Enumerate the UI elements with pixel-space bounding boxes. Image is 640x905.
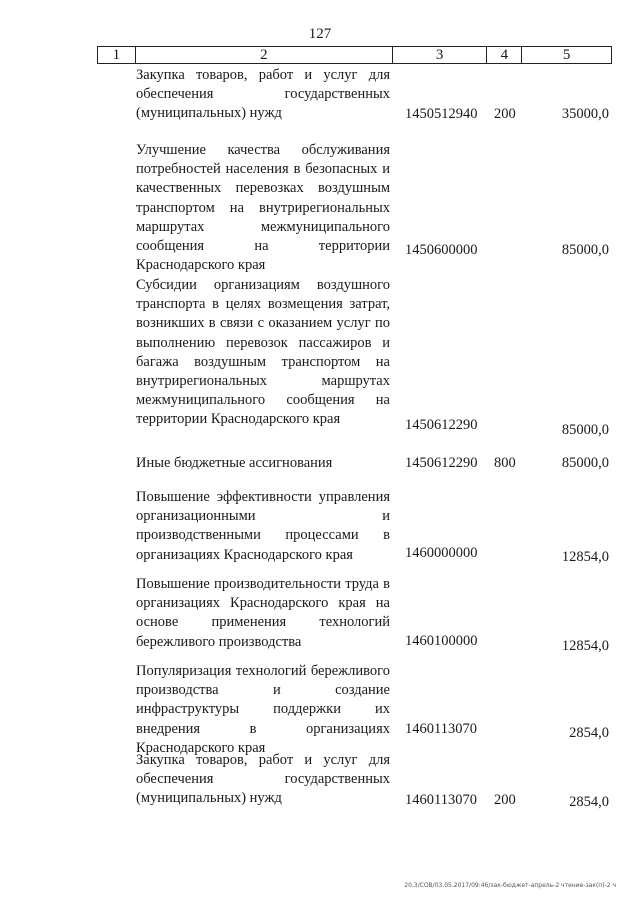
row-code: 1450512940 — [405, 106, 478, 122]
row-amount: 12854,0 — [561, 638, 609, 654]
row-amount: 2854,0 — [569, 794, 609, 810]
row-amount: 35000,0 — [561, 106, 609, 122]
row-description: Иные бюджетные ассигнования — [136, 455, 333, 471]
row-code: 1460113070 — [405, 721, 477, 737]
row-code: 1460113070 — [405, 792, 477, 808]
row-description: Повышение производительности труда в организациях Краснодарского края на основе применения технологий бережливого производства — [136, 576, 390, 650]
row-amount: 12854,0 — [561, 549, 609, 565]
row-code: 1460000000 — [405, 545, 478, 561]
row-description: Закупка товаров, работ и услуг для обеспечения государственных (муниципальных) нужд — [136, 752, 390, 807]
header-col-4: 4 — [487, 47, 522, 63]
row-description: Улучшение качества обслуживания потребностей населения в безопасных и качественных перевозках воздушным транспортом на внутрирегиональных маршрутах межмуниципального сообщения на территории Краснодарского края — [136, 142, 390, 274]
row-code: 1460100000 — [405, 633, 478, 649]
row-amount: 85000,0 — [561, 242, 609, 258]
page-number: 127 — [308, 26, 332, 42]
row-description: Закупка товаров, работ и услуг для обеспечения государственных (муниципальных) нужд — [136, 67, 390, 122]
row-amount: 85000,0 — [561, 455, 609, 471]
header-col-5: 5 — [562, 47, 571, 63]
table-header — [97, 46, 612, 64]
row-amount: 2854,0 — [569, 725, 609, 741]
header-col-2: 2 — [136, 47, 393, 63]
row-kind: 200 — [494, 792, 516, 808]
row-description: Повышение эффективности управления организационными и производственными процессами в организациях Краснодарского края — [136, 489, 390, 563]
row-amount: 85000,0 — [561, 422, 609, 438]
row-description: Субсидии организациям воздушного транспорта в целях возмещения затрат, возникших в связи с оказанием услуг по выполнению перевозок пассажиров и багажа воздушным транспортом на внутрирегиональных маршрутах межмуниципального сообщения на территории Краснодарского края — [136, 277, 390, 428]
row-code: 1450612290 — [405, 417, 478, 433]
row-code: 1450612290 — [405, 455, 478, 471]
footer-file-note: 20.3/СОВ/03.05.2017/09:46/зак-бюджет-апрель-2 чтение-зак(п)-2 ч — [404, 882, 616, 889]
row-kind: 800 — [494, 455, 516, 471]
header-col-1: 1 — [98, 47, 136, 63]
row-description: Популяризация технологий бережливого производства и создание инфраструктуры поддержки их внедрения в организациях Краснодарского края — [136, 663, 390, 756]
header-col-3: 3 — [393, 47, 488, 63]
row-code: 1450600000 — [405, 242, 478, 258]
row-kind: 200 — [494, 106, 516, 122]
